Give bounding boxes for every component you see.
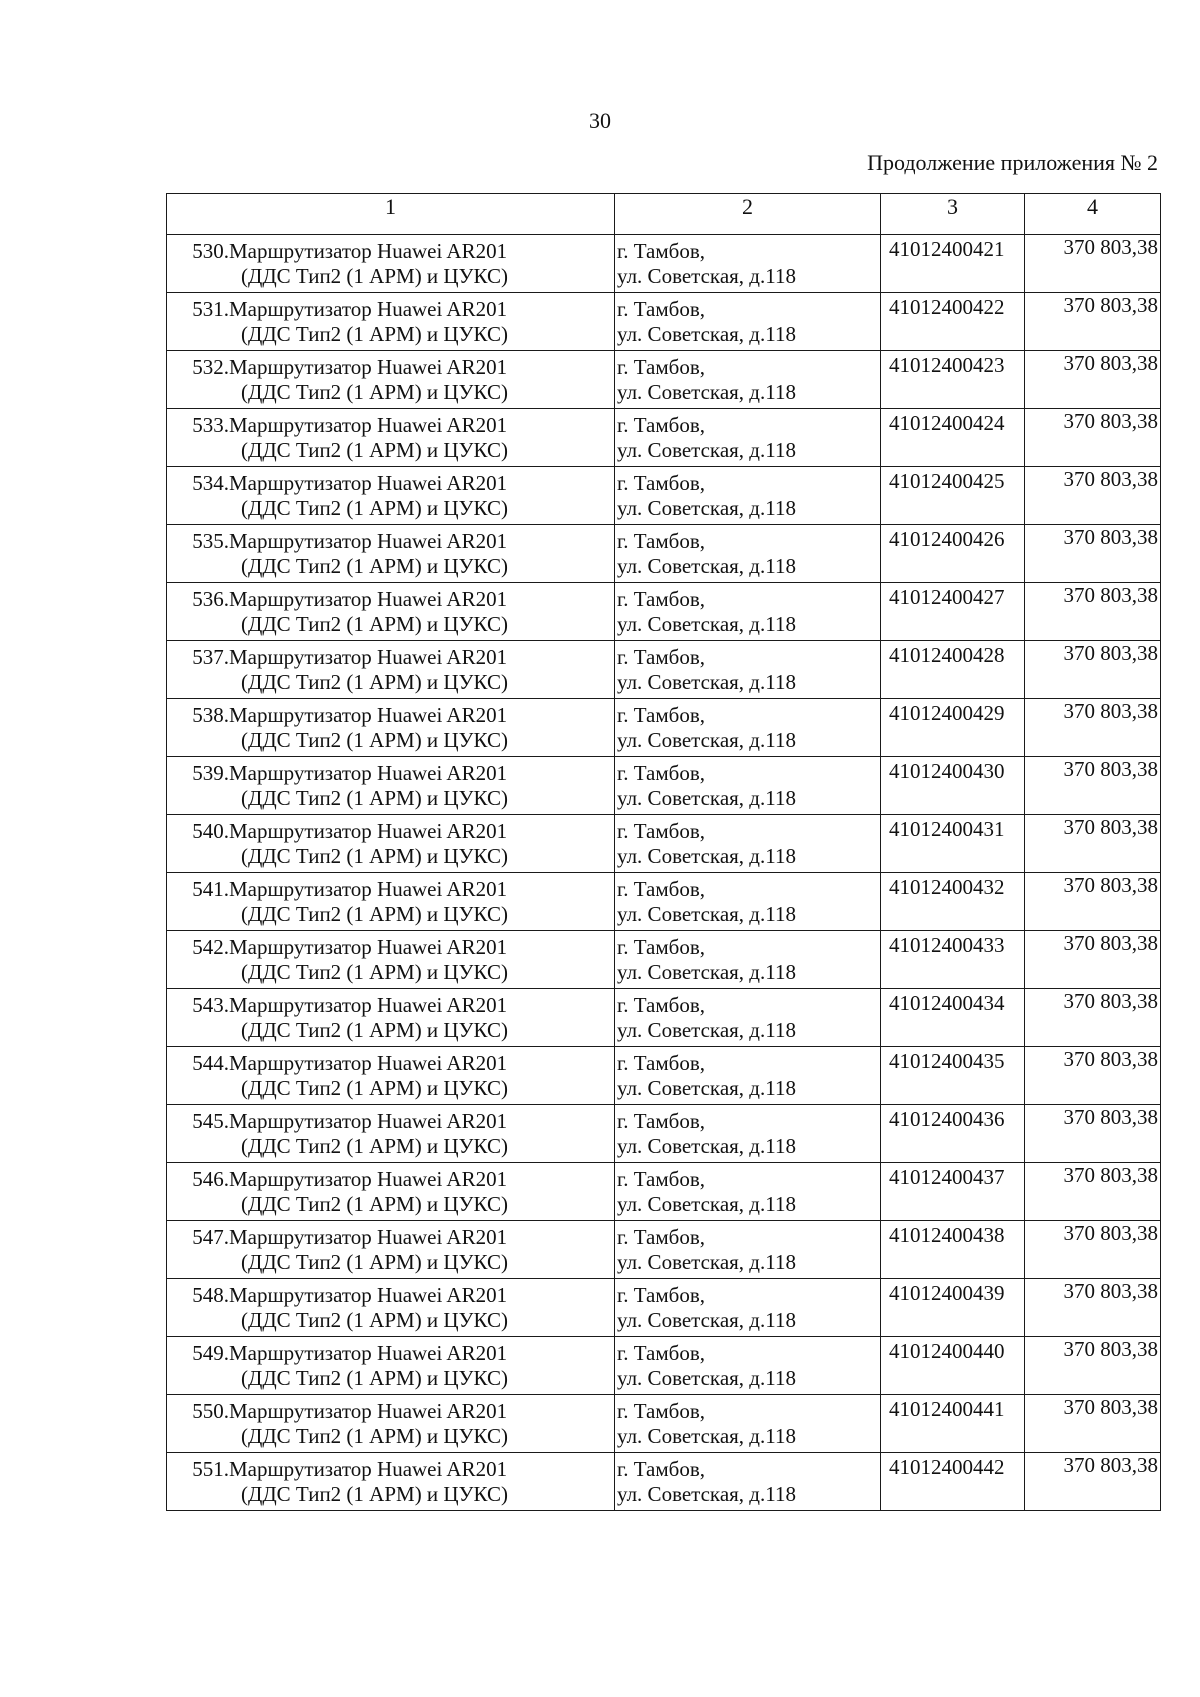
address-street: ул. Советская, д.118 bbox=[617, 1250, 796, 1274]
item-name-detail: (ДДС Тип2 (1 АРМ) и ЦУКС) bbox=[241, 1424, 508, 1448]
item-name-line bbox=[167, 819, 610, 844]
item-name: Маршрутизатор Huawei AR201 bbox=[229, 1167, 508, 1191]
price-value: 370 803,38 bbox=[1063, 641, 1158, 665]
item-number: 534. bbox=[192, 471, 229, 495]
inventory-code: 41012400429 bbox=[881, 699, 1025, 757]
address-cell bbox=[615, 815, 881, 873]
item-name-cell bbox=[167, 467, 615, 525]
item-number: 533. bbox=[192, 413, 229, 437]
inventory-code: 41012400434 bbox=[881, 989, 1025, 1047]
item-name-line bbox=[167, 413, 610, 438]
item-number: 550. bbox=[192, 1399, 229, 1423]
address-city: г. Тамбов, bbox=[617, 1109, 706, 1133]
inventory-code: 41012400438 bbox=[881, 1221, 1025, 1279]
inventory-code: 41012400437 bbox=[881, 1163, 1025, 1221]
address-cell bbox=[615, 641, 881, 699]
item-name: Маршрутизатор Huawei AR201 bbox=[229, 1457, 508, 1481]
item-number: 548. bbox=[192, 1283, 229, 1307]
item-number: 551. bbox=[192, 1457, 229, 1481]
address-street: ул. Советская, д.118 bbox=[617, 670, 796, 694]
price-value: 370 803,38 bbox=[1063, 1047, 1158, 1071]
item-number: 532. bbox=[192, 355, 229, 379]
table-row bbox=[167, 1395, 1161, 1453]
item-name: Маршрутизатор Huawei AR201 bbox=[229, 413, 508, 437]
address-city: г. Тамбов, bbox=[617, 587, 706, 611]
inventory-table bbox=[166, 193, 1161, 1511]
item-name-cell bbox=[167, 989, 615, 1047]
table-row bbox=[167, 409, 1161, 467]
item-name-line bbox=[167, 297, 610, 322]
price-cell bbox=[1025, 1163, 1161, 1221]
table-row bbox=[167, 815, 1161, 873]
address-cell bbox=[615, 989, 881, 1047]
table-row bbox=[167, 1163, 1161, 1221]
item-name: Маршрутизатор Huawei AR201 bbox=[229, 645, 508, 669]
item-name-line bbox=[167, 1109, 610, 1134]
item-name-detail: (ДДС Тип2 (1 АРМ) и ЦУКС) bbox=[241, 554, 508, 578]
price-cell bbox=[1025, 1337, 1161, 1395]
item-name: Маршрутизатор Huawei AR201 bbox=[229, 297, 508, 321]
address-street: ул. Советская, д.118 bbox=[617, 554, 796, 578]
item-name: Маршрутизатор Huawei AR201 bbox=[229, 471, 508, 495]
item-name: Маршрутизатор Huawei AR201 bbox=[229, 761, 508, 785]
item-name-detail: (ДДС Тип2 (1 АРМ) и ЦУКС) bbox=[241, 670, 508, 694]
item-number: 530. bbox=[192, 239, 229, 263]
item-number: 540. bbox=[192, 819, 229, 843]
appendix-note: Продолжение приложения № 2 bbox=[867, 150, 1158, 175]
item-name-line bbox=[167, 355, 610, 380]
address-cell bbox=[615, 293, 881, 351]
table-row bbox=[167, 583, 1161, 641]
item-name-cell bbox=[167, 1105, 615, 1163]
address-city: г. Тамбов, bbox=[617, 761, 706, 785]
item-name-cell bbox=[167, 1221, 615, 1279]
item-name-line bbox=[167, 993, 610, 1018]
address-cell bbox=[615, 873, 881, 931]
item-name-detail: (ДДС Тип2 (1 АРМ) и ЦУКС) bbox=[241, 786, 508, 810]
item-name-line bbox=[167, 645, 610, 670]
item-name: Маршрутизатор Huawei AR201 bbox=[229, 993, 508, 1017]
table-row bbox=[167, 699, 1161, 757]
price-value: 370 803,38 bbox=[1063, 351, 1158, 375]
item-name: Маршрутизатор Huawei AR201 bbox=[229, 1341, 508, 1365]
item-name-line bbox=[167, 1225, 610, 1250]
header-col-2: 2 bbox=[615, 194, 881, 235]
price-cell bbox=[1025, 1279, 1161, 1337]
address-street: ул. Советская, д.118 bbox=[617, 1308, 796, 1332]
price-value: 370 803,38 bbox=[1063, 583, 1158, 607]
price-cell bbox=[1025, 1453, 1161, 1511]
address-cell bbox=[615, 351, 881, 409]
item-name-cell bbox=[167, 525, 615, 583]
address-street: ул. Советская, д.118 bbox=[617, 1192, 796, 1216]
price-cell bbox=[1025, 1395, 1161, 1453]
address-city: г. Тамбов, bbox=[617, 703, 706, 727]
table-row bbox=[167, 525, 1161, 583]
address-city: г. Тамбов, bbox=[617, 1283, 706, 1307]
price-value: 370 803,38 bbox=[1063, 1105, 1158, 1129]
price-value: 370 803,38 bbox=[1063, 989, 1158, 1013]
item-number: 545. bbox=[192, 1109, 229, 1133]
address-city: г. Тамбов, bbox=[617, 645, 706, 669]
address-city: г. Тамбов, bbox=[617, 355, 706, 379]
table-row bbox=[167, 1279, 1161, 1337]
item-number: 535. bbox=[192, 529, 229, 553]
item-name-cell bbox=[167, 1395, 615, 1453]
item-name-detail: (ДДС Тип2 (1 АРМ) и ЦУКС) bbox=[241, 844, 508, 868]
address-city: г. Тамбов, bbox=[617, 297, 706, 321]
address-street: ул. Советская, д.118 bbox=[617, 1018, 796, 1042]
price-cell bbox=[1025, 583, 1161, 641]
item-name: Маршрутизатор Huawei AR201 bbox=[229, 1283, 508, 1307]
inventory-code: 41012400442 bbox=[881, 1453, 1025, 1511]
price-value: 370 803,38 bbox=[1063, 699, 1158, 723]
item-name-detail: (ДДС Тип2 (1 АРМ) и ЦУКС) bbox=[241, 1076, 508, 1100]
address-street: ул. Советская, д.118 bbox=[617, 322, 796, 346]
item-name-line bbox=[167, 935, 610, 960]
inventory-code: 41012400430 bbox=[881, 757, 1025, 815]
item-name-cell bbox=[167, 1453, 615, 1511]
item-name: Маршрутизатор Huawei AR201 bbox=[229, 703, 508, 727]
price-cell bbox=[1025, 525, 1161, 583]
item-name: Маршрутизатор Huawei AR201 bbox=[229, 529, 508, 553]
item-number: 537. bbox=[192, 645, 229, 669]
price-value: 370 803,38 bbox=[1063, 757, 1158, 781]
price-cell bbox=[1025, 409, 1161, 467]
item-number: 543. bbox=[192, 993, 229, 1017]
address-cell bbox=[615, 467, 881, 525]
address-street: ул. Советская, д.118 bbox=[617, 1134, 796, 1158]
item-number: 536. bbox=[192, 587, 229, 611]
price-cell bbox=[1025, 931, 1161, 989]
address-city: г. Тамбов, bbox=[617, 819, 706, 843]
price-cell bbox=[1025, 699, 1161, 757]
table-row bbox=[167, 293, 1161, 351]
table-row bbox=[167, 235, 1161, 293]
item-name-cell bbox=[167, 931, 615, 989]
price-value: 370 803,38 bbox=[1063, 1279, 1158, 1303]
price-cell bbox=[1025, 989, 1161, 1047]
address-city: г. Тамбов, bbox=[617, 1457, 706, 1481]
inventory-code: 41012400439 bbox=[881, 1279, 1025, 1337]
table-row bbox=[167, 873, 1161, 931]
price-cell bbox=[1025, 641, 1161, 699]
item-number: 544. bbox=[192, 1051, 229, 1075]
table-header bbox=[167, 194, 1161, 235]
address-street: ул. Советская, д.118 bbox=[617, 438, 796, 462]
address-street: ул. Советская, д.118 bbox=[617, 1366, 796, 1390]
address-cell bbox=[615, 235, 881, 293]
price-value: 370 803,38 bbox=[1063, 815, 1158, 839]
address-cell bbox=[615, 525, 881, 583]
item-name-detail: (ДДС Тип2 (1 АРМ) и ЦУКС) bbox=[241, 1482, 508, 1506]
address-cell bbox=[615, 1105, 881, 1163]
inventory-code: 41012400431 bbox=[881, 815, 1025, 873]
inventory-code: 41012400433 bbox=[881, 931, 1025, 989]
item-name-cell bbox=[167, 873, 615, 931]
address-cell bbox=[615, 931, 881, 989]
address-cell bbox=[615, 757, 881, 815]
item-number: 549. bbox=[192, 1341, 229, 1365]
price-cell bbox=[1025, 467, 1161, 525]
address-street: ул. Советская, д.118 bbox=[617, 380, 796, 404]
price-cell bbox=[1025, 1105, 1161, 1163]
address-city: г. Тамбов, bbox=[617, 1051, 706, 1075]
item-name-detail: (ДДС Тип2 (1 АРМ) и ЦУКС) bbox=[241, 1134, 508, 1158]
item-number: 541. bbox=[192, 877, 229, 901]
item-name: Маршрутизатор Huawei AR201 bbox=[229, 877, 508, 901]
item-name-line bbox=[167, 529, 610, 554]
address-street: ул. Советская, д.118 bbox=[617, 844, 796, 868]
price-value: 370 803,38 bbox=[1063, 1337, 1158, 1361]
item-name-cell bbox=[167, 293, 615, 351]
item-name: Маршрутизатор Huawei AR201 bbox=[229, 819, 508, 843]
address-cell bbox=[615, 583, 881, 641]
table-row bbox=[167, 1337, 1161, 1395]
address-cell bbox=[615, 409, 881, 467]
inventory-code: 41012400428 bbox=[881, 641, 1025, 699]
item-name-cell bbox=[167, 409, 615, 467]
item-name-line bbox=[167, 1341, 610, 1366]
table-row bbox=[167, 641, 1161, 699]
address-city: г. Тамбов, bbox=[617, 239, 706, 263]
inventory-code: 41012400432 bbox=[881, 873, 1025, 931]
item-name-cell bbox=[167, 583, 615, 641]
header-row bbox=[167, 194, 1161, 235]
address-cell bbox=[615, 1047, 881, 1105]
address-city: г. Тамбов, bbox=[617, 471, 706, 495]
price-value: 370 803,38 bbox=[1063, 409, 1158, 433]
address-cell bbox=[615, 1395, 881, 1453]
item-name: Маршрутизатор Huawei AR201 bbox=[229, 1399, 508, 1423]
inventory-code: 41012400423 bbox=[881, 351, 1025, 409]
item-name-line bbox=[167, 1051, 610, 1076]
address-cell bbox=[615, 699, 881, 757]
item-name: Маршрутизатор Huawei AR201 bbox=[229, 355, 508, 379]
address-street: ул. Советская, д.118 bbox=[617, 612, 796, 636]
inventory-code: 41012400424 bbox=[881, 409, 1025, 467]
table-row bbox=[167, 1047, 1161, 1105]
item-name-detail: (ДДС Тип2 (1 АРМ) и ЦУКС) bbox=[241, 902, 508, 926]
item-name: Маршрутизатор Huawei AR201 bbox=[229, 1109, 508, 1133]
item-name-line bbox=[167, 877, 610, 902]
item-name: Маршрутизатор Huawei AR201 bbox=[229, 587, 508, 611]
item-name: Маршрутизатор Huawei AR201 bbox=[229, 239, 508, 263]
item-name: Маршрутизатор Huawei AR201 bbox=[229, 935, 508, 959]
item-number: 546. bbox=[192, 1167, 229, 1191]
item-name-detail: (ДДС Тип2 (1 АРМ) и ЦУКС) bbox=[241, 438, 508, 462]
price-cell bbox=[1025, 1047, 1161, 1105]
item-name-line bbox=[167, 471, 610, 496]
item-name-cell bbox=[167, 757, 615, 815]
item-name-detail: (ДДС Тип2 (1 АРМ) и ЦУКС) bbox=[241, 728, 508, 752]
item-name-cell bbox=[167, 815, 615, 873]
inventory-code: 41012400421 bbox=[881, 235, 1025, 293]
item-name-detail: (ДДС Тип2 (1 АРМ) и ЦУКС) bbox=[241, 1366, 508, 1390]
inventory-code: 41012400426 bbox=[881, 525, 1025, 583]
item-name-line bbox=[167, 761, 610, 786]
address-street: ул. Советская, д.118 bbox=[617, 264, 796, 288]
table-row bbox=[167, 1453, 1161, 1511]
table-row bbox=[167, 467, 1161, 525]
price-value: 370 803,38 bbox=[1063, 931, 1158, 955]
item-name-line bbox=[167, 1167, 610, 1192]
item-name-cell bbox=[167, 1279, 615, 1337]
item-name-detail: (ДДС Тип2 (1 АРМ) и ЦУКС) bbox=[241, 496, 508, 520]
inventory-code: 41012400441 bbox=[881, 1395, 1025, 1453]
price-value: 370 803,38 bbox=[1063, 1163, 1158, 1187]
item-name-line bbox=[167, 587, 610, 612]
item-number: 547. bbox=[192, 1225, 229, 1249]
item-name: Маршрутизатор Huawei AR201 bbox=[229, 1051, 508, 1075]
price-value: 370 803,38 bbox=[1063, 1395, 1158, 1419]
header-col-1: 1 bbox=[167, 194, 615, 235]
item-name-detail: (ДДС Тип2 (1 АРМ) и ЦУКС) bbox=[241, 1018, 508, 1042]
inventory-code: 41012400427 bbox=[881, 583, 1025, 641]
price-value: 370 803,38 bbox=[1063, 873, 1158, 897]
item-name-line bbox=[167, 1457, 610, 1482]
item-name-detail: (ДДС Тип2 (1 АРМ) и ЦУКС) bbox=[241, 1192, 508, 1216]
price-cell bbox=[1025, 757, 1161, 815]
address-street: ул. Советская, д.118 bbox=[617, 902, 796, 926]
address-cell bbox=[615, 1163, 881, 1221]
inventory-code: 41012400425 bbox=[881, 467, 1025, 525]
table-row bbox=[167, 1221, 1161, 1279]
item-name-line bbox=[167, 1283, 610, 1308]
item-name-cell bbox=[167, 1163, 615, 1221]
table-row bbox=[167, 1105, 1161, 1163]
address-city: г. Тамбов, bbox=[617, 935, 706, 959]
table-row bbox=[167, 757, 1161, 815]
address-cell bbox=[615, 1337, 881, 1395]
price-cell bbox=[1025, 293, 1161, 351]
item-name-detail: (ДДС Тип2 (1 АРМ) и ЦУКС) bbox=[241, 612, 508, 636]
item-name-line bbox=[167, 1399, 610, 1424]
page-number: 30 bbox=[589, 108, 611, 133]
address-street: ул. Советская, д.118 bbox=[617, 1482, 796, 1506]
table-row bbox=[167, 989, 1161, 1047]
address-street: ул. Советская, д.118 bbox=[617, 1076, 796, 1100]
inventory-code: 41012400422 bbox=[881, 293, 1025, 351]
inventory-code: 41012400440 bbox=[881, 1337, 1025, 1395]
inventory-code: 41012400435 bbox=[881, 1047, 1025, 1105]
inventory-code: 41012400436 bbox=[881, 1105, 1025, 1163]
address-street: ул. Советская, д.118 bbox=[617, 960, 796, 984]
item-number: 542. bbox=[192, 935, 229, 959]
price-value: 370 803,38 bbox=[1063, 235, 1158, 259]
price-value: 370 803,38 bbox=[1063, 467, 1158, 491]
table-row bbox=[167, 351, 1161, 409]
item-name-cell bbox=[167, 641, 615, 699]
item-name-detail: (ДДС Тип2 (1 АРМ) и ЦУКС) bbox=[241, 960, 508, 984]
address-city: г. Тамбов, bbox=[617, 993, 706, 1017]
address-city: г. Тамбов, bbox=[617, 413, 706, 437]
price-value: 370 803,38 bbox=[1063, 1453, 1158, 1477]
price-cell bbox=[1025, 235, 1161, 293]
address-street: ул. Советская, д.118 bbox=[617, 786, 796, 810]
item-name-detail: (ДДС Тип2 (1 АРМ) и ЦУКС) bbox=[241, 380, 508, 404]
address-street: ул. Советская, д.118 bbox=[617, 1424, 796, 1448]
price-cell bbox=[1025, 1221, 1161, 1279]
item-name-detail: (ДДС Тип2 (1 АРМ) и ЦУКС) bbox=[241, 1250, 508, 1274]
item-number: 539. bbox=[192, 761, 229, 785]
address-cell bbox=[615, 1221, 881, 1279]
price-cell bbox=[1025, 351, 1161, 409]
item-name-cell bbox=[167, 351, 615, 409]
address-street: ул. Советская, д.118 bbox=[617, 728, 796, 752]
price-value: 370 803,38 bbox=[1063, 293, 1158, 317]
address-city: г. Тамбов, bbox=[617, 1167, 706, 1191]
item-name-cell bbox=[167, 699, 615, 757]
price-value: 370 803,38 bbox=[1063, 1221, 1158, 1245]
item-name-detail: (ДДС Тип2 (1 АРМ) и ЦУКС) bbox=[241, 264, 508, 288]
address-city: г. Тамбов, bbox=[617, 877, 706, 901]
address-cell bbox=[615, 1453, 881, 1511]
item-number: 531. bbox=[192, 297, 229, 321]
header-col-3: 3 bbox=[881, 194, 1025, 235]
address-city: г. Тамбов, bbox=[617, 1399, 706, 1423]
price-value: 370 803,38 bbox=[1063, 525, 1158, 549]
table-body bbox=[167, 235, 1161, 1511]
address-cell bbox=[615, 1279, 881, 1337]
address-city: г. Тамбов, bbox=[617, 1341, 706, 1365]
item-name-line bbox=[167, 239, 610, 264]
address-street: ул. Советская, д.118 bbox=[617, 496, 796, 520]
item-number: 538. bbox=[192, 703, 229, 727]
item-name: Маршрутизатор Huawei AR201 bbox=[229, 1225, 508, 1249]
address-city: г. Тамбов, bbox=[617, 1225, 706, 1249]
item-name-detail: (ДДС Тип2 (1 АРМ) и ЦУКС) bbox=[241, 1308, 508, 1332]
header-col-4: 4 bbox=[1025, 194, 1161, 235]
address-city: г. Тамбов, bbox=[617, 529, 706, 553]
item-name-detail: (ДДС Тип2 (1 АРМ) и ЦУКС) bbox=[241, 322, 508, 346]
price-cell bbox=[1025, 815, 1161, 873]
item-name-cell bbox=[167, 1047, 615, 1105]
table-row bbox=[167, 931, 1161, 989]
price-cell bbox=[1025, 873, 1161, 931]
item-name-cell bbox=[167, 1337, 615, 1395]
item-name-line bbox=[167, 703, 610, 728]
item-name-cell bbox=[167, 235, 615, 293]
